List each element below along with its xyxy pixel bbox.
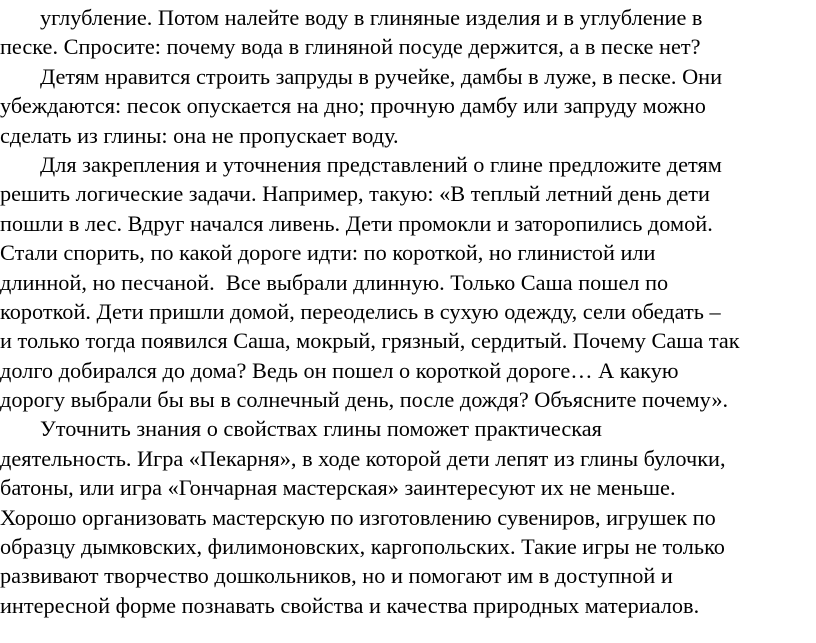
paragraph-line: сделать из глины: она не пропускает воду. — [0, 122, 399, 148]
paragraph-line: развивают творчество дошкольников, но и помогают им в доступной и — [0, 563, 673, 589]
paragraph-line: деятельность. Игра «Пекарня», в ходе которой дети лепят из глины булочки, — [0, 445, 726, 471]
paragraph-line: долго добирался до дома? Ведь он пошел о короткой дороге… А какую — [0, 357, 679, 383]
paragraph-line: Хорошо организовать мастерскую по изготовлению сувениров, игрушек по — [0, 504, 716, 530]
paragraph-line: интересной форме познавать свойства и качества природных материалов. — [0, 592, 700, 618]
paragraph-line: образцу дымковских, филимоновских, каргопольских. Такие игры не только — [0, 534, 725, 560]
paragraph-line: дорогу выбрали бы вы в солнечный день, после дождя? Объясните почему». — [0, 387, 729, 413]
paragraph-line: батоны, или игра «Гончарная мастерская» заинтересуют их не меньше. — [0, 475, 676, 501]
document-text — [0, 3, 812, 620]
paragraph-line: короткой. Дети пришли домой, переоделись в сухую одежду, сели обедать – — [0, 298, 721, 324]
paragraph-line: убеждаются: песок опускается на дно; прочную дамбу или запруду можно — [0, 93, 706, 119]
paragraph-line: Детям нравится строить запруды в ручейке, дамбы в луже, в песке. Они — [40, 63, 723, 89]
paragraph-line: Уточнить знания о свойствах глины поможет практическая — [40, 416, 602, 442]
paragraph-line: длинной, но песчаной. Все выбрали длинную. Только Саша пошел по — [0, 269, 669, 295]
paragraph-line: песке. Спросите: почему вода в глиняной посуде держится, а в песке нет? — [0, 34, 701, 60]
paragraph-line: решить логические задачи. Например, такую: «В теплый летний день дети — [0, 181, 710, 207]
paragraph-line: Стали спорить, по какой дороге идти: по короткой, но глинистой или — [0, 240, 656, 266]
paragraph-line: и только тогда появился Саша, мокрый, грязный, сердитый. Почему Саша так — [0, 328, 740, 354]
paragraph-line: пошли в лес. Вдруг начался ливень. Дети промокли и заторопились домой. — [0, 210, 713, 236]
paragraph-line: углубление. Потом налейте воду в глиняные изделия и в углубление в — [40, 5, 703, 30]
paragraph-line: Для закрепления и уточнения представлений о глине предложите детям — [40, 151, 722, 177]
